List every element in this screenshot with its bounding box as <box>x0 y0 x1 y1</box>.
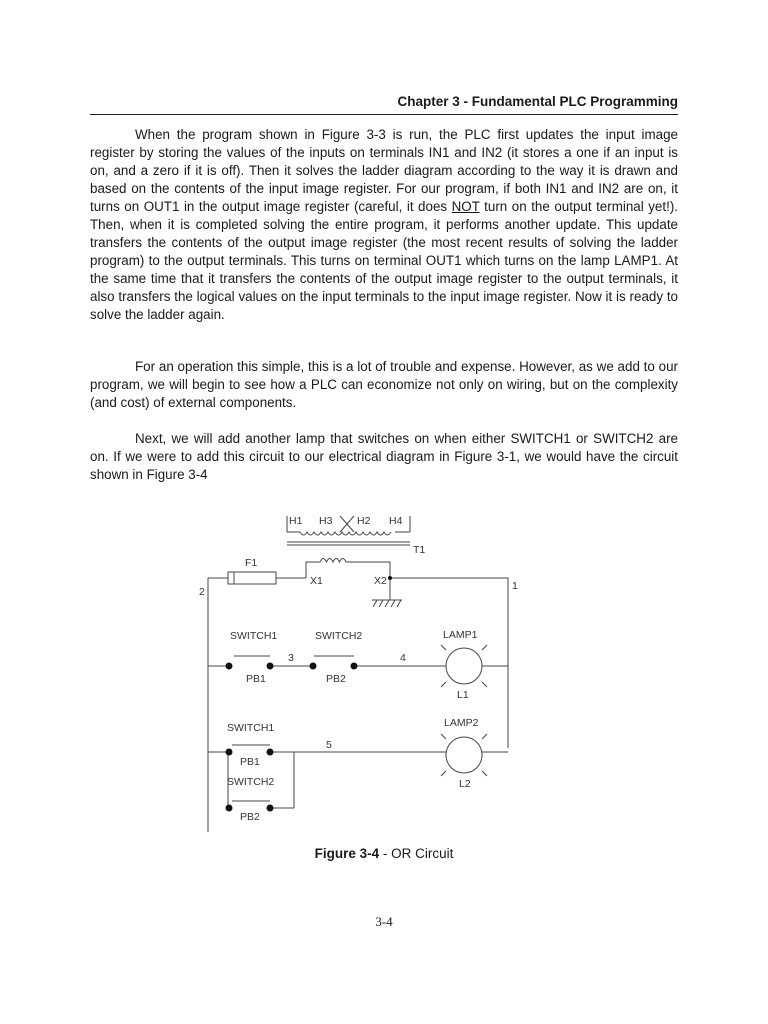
label-x2: X2 <box>374 575 387 587</box>
paragraph-1-part-b: turn on the output terminal yet!). Then, when it is completed solving the entire program, it performs another update. This update transfers the contents of the output image register (the most recent results of solving the ladder program) to the output terminals. This turns on terminal OUT1 which turns on the lamp LAMP1. At the same time that it transfers the contents of the output image register to the output terminals, it also transfers the logical values on the input terminals to the input image register. Now it is ready to solve the ladder again. <box>90 199 678 322</box>
label-t1: T1 <box>413 544 426 556</box>
x2-node <box>388 576 392 580</box>
transformer-core <box>287 542 410 545</box>
figure-title: - OR Circuit <box>379 846 454 861</box>
page-number: 3-4 <box>375 914 393 929</box>
paragraph-2-text: For an operation this simple, this is a lot of trouble and expense. However, as we add to our program, we will begin to see how a PLC can economize not only on wiring, but on the complexity (and cost) of external components. <box>90 359 678 410</box>
transformer-primary-coil <box>300 532 391 535</box>
emphasis-not: NOT <box>451 199 480 214</box>
lamp1-circle <box>446 648 482 684</box>
label-h3: H3 <box>319 515 333 527</box>
ground-symbol <box>372 600 402 607</box>
pb1-terminal <box>267 749 274 756</box>
paragraph-1-part-a: When the program shown in Figure 3-3 is run, the PLC first updates the input image register by storing the values of the inputs on terminals IN1 and IN2 (it stores a one if an input is on, and a zero if it is off). Then it solves the ladder diagram according to the way it is drawn and based on the contents of the input image register. For our program, if both IN1 and IN2 are on, it turns on OUT1 in the output image register (careful, it does <box>90 127 678 214</box>
pb1-terminal <box>226 749 233 756</box>
pb2-terminal <box>310 663 317 670</box>
fuse-f1 <box>228 572 276 584</box>
label-switch1-rung1: SWITCH1 <box>230 630 278 642</box>
label-pb1-rung1: PB1 <box>246 673 266 685</box>
label-pb1-rung2: PB1 <box>240 756 260 768</box>
label-wire-3: 3 <box>288 652 294 664</box>
figure-label: Figure 3-4 <box>314 846 380 861</box>
label-wire-5: 5 <box>326 739 332 751</box>
label-f1: F1 <box>245 557 258 569</box>
paragraph-3-text: Next, we will add another lamp that switches on when either SWITCH1 or SWITCH2 are on. If we were to add this circuit to our electrical diagram in Figure 3-1, we would have the circuit shown in Figure 3-4 <box>90 431 678 482</box>
label-x1: X1 <box>310 575 323 587</box>
label-switch2-rung2: SWITCH2 <box>227 776 275 788</box>
label-wire-2: 2 <box>199 586 205 598</box>
label-wire-1: 1 <box>512 580 518 592</box>
pb1-terminal <box>267 663 274 670</box>
pb2-terminal <box>267 805 274 812</box>
label-h2: H2 <box>357 515 371 527</box>
chapter-header: Chapter 3 - Fundamental PLC Programming <box>90 94 678 115</box>
transformer-secondary-coil <box>320 559 346 563</box>
pb2-terminal <box>226 805 233 812</box>
label-lamp2: LAMP2 <box>444 717 479 729</box>
label-switch2-rung1: SWITCH2 <box>315 630 363 642</box>
label-lamp1: LAMP1 <box>443 629 478 641</box>
label-pb2-rung1: PB2 <box>326 673 346 685</box>
transformer-crossover <box>340 516 354 532</box>
lamp2-rays <box>441 734 487 776</box>
figure-caption <box>0 846 768 861</box>
label-switch1-rung2: SWITCH1 <box>227 722 275 734</box>
pb2-terminal <box>351 663 358 670</box>
lamp2-circle <box>446 737 482 773</box>
pb1-terminal <box>226 663 233 670</box>
label-wire-4: 4 <box>400 652 406 664</box>
label-h4: H4 <box>389 515 403 527</box>
label-l1: L1 <box>457 689 469 701</box>
label-h1: H1 <box>289 515 303 527</box>
label-l2: L2 <box>459 778 471 790</box>
label-pb2-rung2: PB2 <box>240 811 260 823</box>
lamp1-rays <box>441 645 487 687</box>
